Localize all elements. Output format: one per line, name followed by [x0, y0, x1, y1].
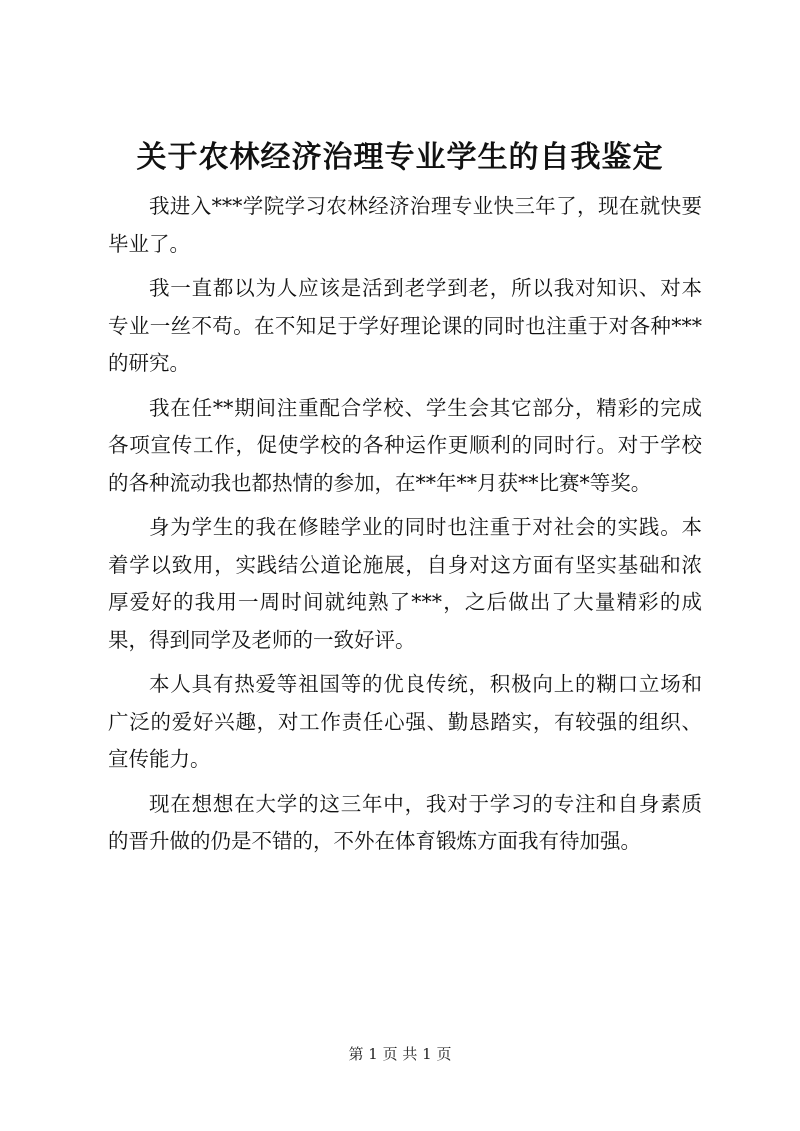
paragraph-4: 身为学生的我在修睦学业的同时也注重于对社会的实践。本着学以致用，实践结公道论施展，自身对这方面有坚实基础和浓厚爱好的我用一周时间就纯熟了***，之后做出了大量精彩的成果，得到同学及老师的一致好评。 [108, 515, 702, 652]
paragraph-2: 我一直都以为人应该是活到老学到老，所以我对知识、对本专业一丝不苟。在不知足于学好理论课的同时也注重于对各种***的研究。 [108, 276, 702, 375]
document-body [108, 188, 702, 868]
paragraph-6: 现在想想在大学的这三年中，我对于学习的专注和自身素质的晋升做的仍是不错的，不外在体育锻炼方面我有待加强。 [108, 791, 702, 853]
page-number-footer: 第 1 页 共 1 页 [348, 1045, 452, 1063]
paragraph-5: 本人具有热爱等祖国等的优良传统，积极向上的糊口立场和广泛的爱好兴趣，对工作责任心强、勤恳踏实，有较强的组织、宣传能力。 [108, 672, 702, 771]
document-title: 关于农林经济治理专业学生的自我鉴定 [136, 140, 664, 175]
paragraph-3: 我在任**期间注重配合学校、学生会其它部分，精彩的完成各项宣传工作，促使学校的各种运作更顺利的同时行。对于学校的各种流动我也都热情的参加，在**年**月获**比赛*等奖。 [108, 395, 702, 495]
paragraph-1: 我进入***学院学习农林经济治理专业快三年了，现在就快要毕业了。 [108, 194, 702, 256]
